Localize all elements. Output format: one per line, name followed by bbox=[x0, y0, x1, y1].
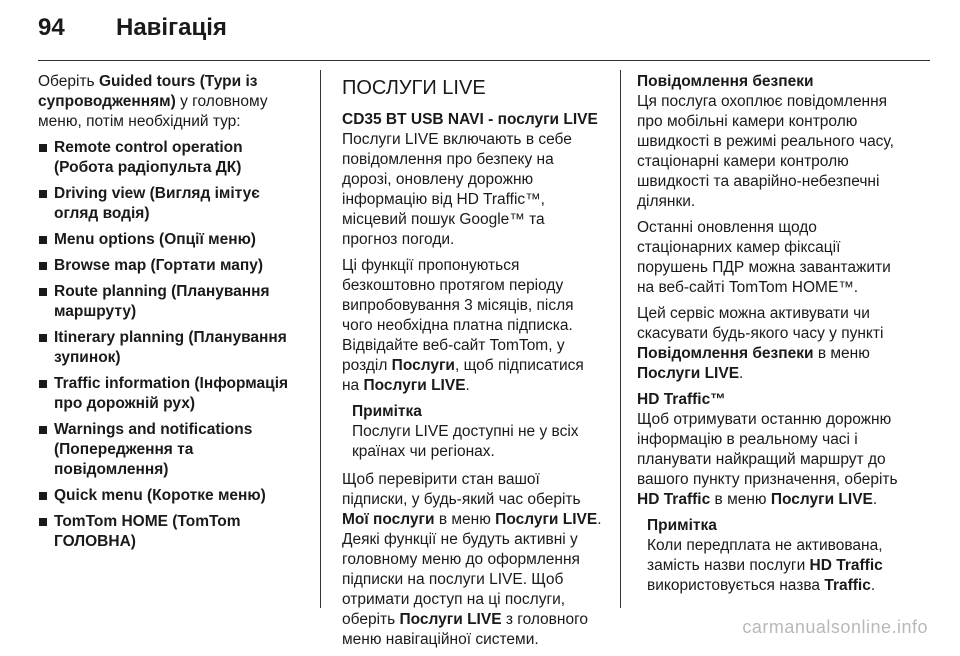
bold-run: Послуги LIVE bbox=[495, 511, 598, 528]
bold-run: Послуги bbox=[391, 357, 455, 374]
tour-label: Itinerary planning (Планування зупинок) bbox=[54, 329, 287, 366]
tour-list-item bbox=[38, 282, 306, 322]
subhead-hd-traffic: HD Traffic™ bbox=[637, 391, 726, 408]
tour-list-item bbox=[38, 230, 306, 250]
text-run: Цей сервіс можна активувати чи скасувати будь-якого часу у пункті bbox=[637, 305, 884, 342]
square-bullet-icon bbox=[39, 288, 47, 296]
camera-updates-paragraph: Останні оновлення щодо стаціонарних камер фіксації порушень ПДР можна завантажити на веб-сайті TomTom HOME™. bbox=[637, 219, 891, 296]
intro-prefix: Оберіть bbox=[38, 73, 99, 90]
square-bullet-icon bbox=[39, 518, 47, 526]
text-run: . bbox=[872, 491, 878, 508]
square-bullet-icon bbox=[39, 236, 47, 244]
bold-run: HD Traffic bbox=[637, 491, 711, 508]
tour-label: Route planning (Планування маршруту) bbox=[54, 283, 270, 320]
text-run: Коли передплата не активована, замість назви послуги bbox=[647, 537, 883, 574]
hd-traffic-paragraph bbox=[637, 390, 905, 510]
column-guided-tours bbox=[38, 72, 306, 558]
header-rule bbox=[38, 60, 930, 61]
text-run: . bbox=[739, 365, 744, 382]
check-subscription-paragraph bbox=[342, 470, 604, 650]
note-text: Послуги LIVE доступні не у всіх країнах чи регіонах. bbox=[352, 423, 579, 460]
tour-label: Menu options (Опції меню) bbox=[54, 231, 256, 248]
column-divider-left bbox=[320, 70, 321, 608]
text-run: Ці функції пропонуються безкоштовно протягом періоду випробовування 3 місяців, після чого необхідна платна підписка. Відвідайте веб-сайт TomTom, у розділ bbox=[342, 257, 574, 374]
tour-list-item bbox=[38, 420, 306, 480]
chapter-title: Навігація bbox=[116, 14, 227, 41]
tours-list bbox=[38, 138, 306, 552]
bold-run: Послуги LIVE bbox=[770, 491, 873, 508]
column-divider-right bbox=[620, 70, 621, 608]
subhead-live-services: CD35 BT USB NAVI - послуги LIVE bbox=[342, 111, 598, 128]
bold-run: Послуги LIVE bbox=[637, 365, 740, 382]
square-bullet-icon bbox=[39, 190, 47, 198]
bold-run: Послуги LIVE bbox=[399, 611, 502, 628]
text-run: . Деякі функції не будуть активні у головному меню до оформлення підписки на послуги LIVE. Щоб отримати доступ на ці послуги, оберіть bbox=[342, 511, 602, 628]
subscription-paragraph bbox=[342, 256, 604, 396]
column-safety-and-traffic bbox=[637, 72, 905, 604]
live-services-description: Послуги LIVE включають в себе повідомлення про безпеку на дорозі, оновлену дорожню інформацію від HD Traffic™, місцевий пошук Google™ та прогноз погоди. bbox=[342, 131, 572, 248]
note-title: Примітка bbox=[647, 517, 717, 534]
tour-list-item bbox=[38, 328, 306, 368]
tour-label: Warnings and notifications (Попередження та повідомлення) bbox=[54, 421, 253, 478]
tour-label: Quick menu (Коротке меню) bbox=[54, 487, 266, 504]
section-title: ПОСЛУГИ LIVE bbox=[342, 77, 486, 99]
square-bullet-icon bbox=[39, 262, 47, 270]
text-run: Щоб отримувати останню дорожню інформацію в реальному часі і планувати найкращий маршрут до вашого пункту призначення, оберіть bbox=[637, 411, 898, 488]
watermark[interactable]: carmanualsonline.info bbox=[742, 617, 928, 637]
square-bullet-icon bbox=[39, 426, 47, 434]
tour-label: Browse map (Гортати мапу) bbox=[54, 257, 264, 274]
safety-activation-paragraph bbox=[637, 304, 905, 384]
tour-list-item bbox=[38, 374, 306, 414]
column-live-services bbox=[342, 72, 604, 656]
note-box bbox=[637, 516, 905, 596]
intro-suffix: у головному меню, потім необхідний тур: bbox=[38, 93, 268, 130]
text-run: використовується назва bbox=[647, 577, 825, 594]
intro-paragraph bbox=[38, 72, 306, 132]
bold-run: Повідомлення безпеки bbox=[637, 345, 814, 362]
tour-list-item bbox=[38, 184, 306, 224]
square-bullet-icon bbox=[39, 492, 47, 500]
text-run: Щоб перевірити стан вашої підписки, у будь-який час оберіть bbox=[342, 471, 581, 508]
text-run: в меню bbox=[434, 511, 496, 528]
page-number: 94 bbox=[38, 14, 65, 41]
safety-description: Ця послуга охоплює повідомлення про мобільні камери контролю швидкості в режимі реального часу, стаціонарні камери контролю швидкості та аварійно-небезпечні ділянки. bbox=[637, 93, 894, 210]
text-run: в меню bbox=[710, 491, 771, 508]
subhead-safety-alerts: Повідомлення безпеки bbox=[637, 73, 814, 90]
tour-list-item bbox=[38, 138, 306, 178]
tour-label: Traffic information (Інформація про дорожній рух) bbox=[54, 375, 289, 412]
note-title: Примітка bbox=[352, 403, 422, 420]
intro-menu-item: Guided tours (Тури із супроводженням) bbox=[38, 73, 258, 110]
bold-run: Мої послуги bbox=[342, 511, 435, 528]
text-run: . bbox=[870, 577, 876, 594]
square-bullet-icon bbox=[39, 334, 47, 342]
text-run: з головного меню навігаційної системи. bbox=[342, 611, 589, 648]
tour-list-item bbox=[38, 256, 306, 276]
text-run: . bbox=[465, 377, 470, 394]
text-run: , щоб підписатися на bbox=[342, 357, 584, 394]
tour-list-item bbox=[38, 486, 306, 506]
square-bullet-icon bbox=[39, 144, 47, 152]
tour-label: TomTom HOME (TomTom ГОЛОВНА) bbox=[54, 513, 241, 550]
bold-run: Послуги LIVE bbox=[363, 377, 466, 394]
bold-run: HD Traffic bbox=[809, 557, 883, 574]
tour-label: Driving view (Вигляд імітує огляд водія) bbox=[54, 185, 260, 222]
bold-run: Traffic bbox=[824, 577, 871, 594]
square-bullet-icon bbox=[39, 380, 47, 388]
tour-list-item bbox=[38, 512, 306, 552]
tour-label: Remote control operation (Робота радіопульта ДК) bbox=[54, 139, 243, 176]
note-box bbox=[342, 402, 604, 462]
page-header bbox=[38, 14, 930, 54]
text-run: в меню bbox=[813, 345, 870, 362]
